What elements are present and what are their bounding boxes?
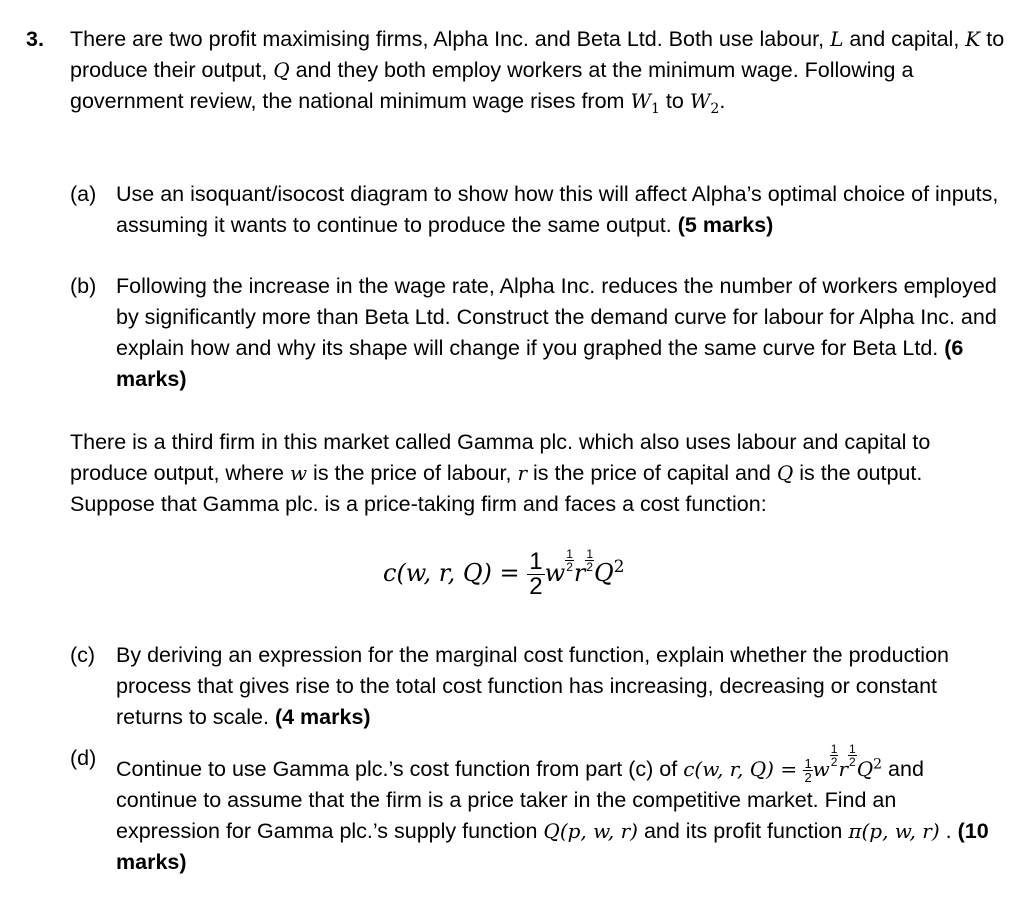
question-intro: There are two profit maximising firms, Alpha Inc. and Beta Ltd. Both use labour, L and capital, K to produce their output, Q and they both employ workers at the minimum wage. Following a government review, the national minimum wage rises from $W_1$ to $W_2$.	[70, 27, 1005, 117]
part-a: (a) Use an isoquant/isocost diagram to show how this will affect Alpha’s optimal choice of inputs, assuming it wants to continue to produce the same output. (5 marks)	[70, 179, 1005, 241]
part-b-marks: (6 marks)	[116, 336, 964, 391]
part-a-marks: (5 marks)	[677, 213, 774, 237]
part-c: (c) By deriving an expression for the marginal cost function, explain whether the production process that gives rise to the total cost function has increasing, decreasing or constant returns to scale. (4 marks)	[70, 640, 1005, 733]
part-b: (b) Following the increase in the wage rate, Alpha Inc. reduces the number of workers employed by significantly more than Beta Ltd. Construct the demand curve for labour for Alpha Inc. and explain how and why its shape will change if you graphed the same curve for Beta Ltd. (6 marks)	[70, 271, 1005, 395]
part-d-marks: (10 marks)	[116, 819, 989, 874]
part-c-label: (c)	[70, 643, 96, 667]
part-b-label: (b)	[70, 274, 97, 298]
part-d-label: (d)	[70, 746, 97, 770]
inline-cost-function: c(w, r, Q) = $\frac{1}{2}$ w $\frac{1}{2}$ r $\frac{1}{2}$ $Q^2$	[683, 742, 883, 785]
question-number: 3.	[26, 27, 44, 51]
part-d: (d) Continue to use Gamma plc.’s cost function from part (c) of c(w, r, Q) = $\frac{1}{2}$ w $\frac{1}{2}$ r $\frac{1}{2}$ $Q^2$ and continue to assume that the firm is a price taker in the competitive market. Find an expression for Gamma plc.’s supply function Q(p, w, r) and its profit function π(p, w, r) . (10 marks)	[70, 742, 989, 874]
part-a-label: (a)	[70, 182, 97, 206]
part-c-marks: (4 marks)	[274, 705, 371, 729]
gamma-intro: There is a third firm in this market called Gamma plc. which also uses labour and capital to produce output, where w is the price of labour, r is the price of capital and Q is the output. Suppose that Gamma plc. is a price-taking firm and faces a cost function:	[70, 430, 931, 516]
cost-function-equation: c(w, r, Q) = $\frac{1}{2}$ w $\frac{1}{2}$ r $\frac{1}{2}$ $Q^2$	[383, 547, 625, 600]
